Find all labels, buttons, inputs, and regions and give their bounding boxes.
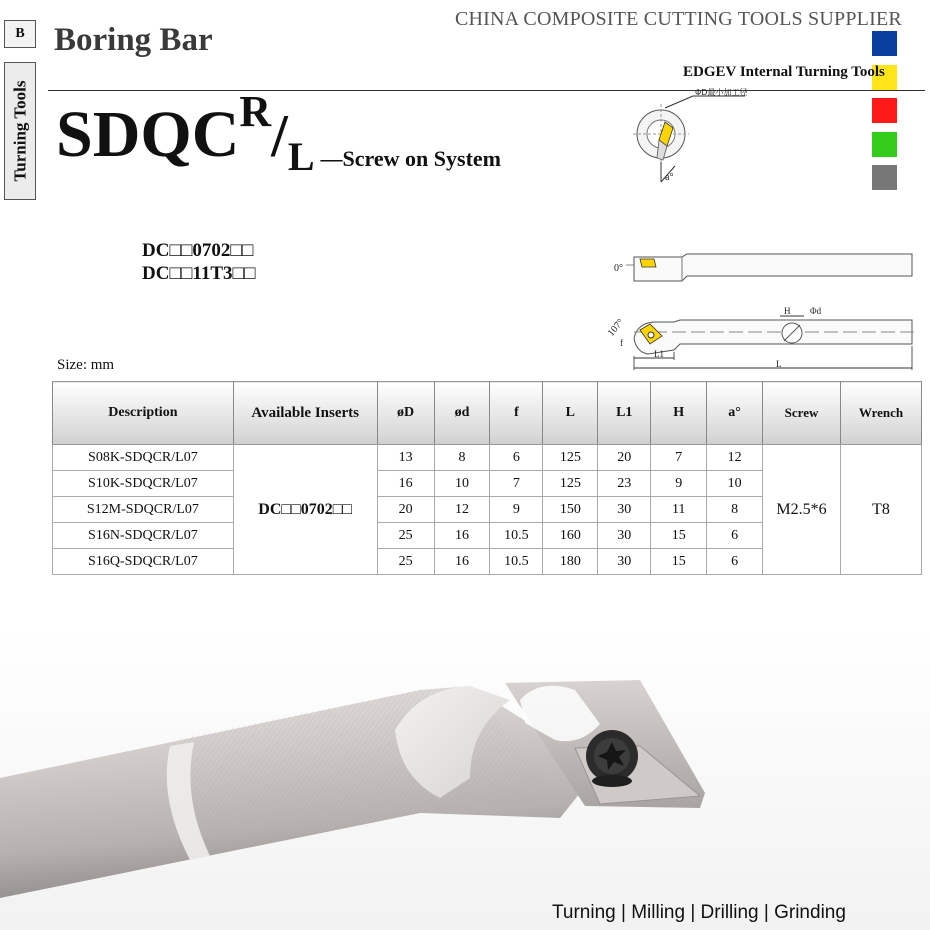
supplier-banner: CHINA COMPOSITE CUTTING TOOLS SUPPLIER [455, 8, 902, 30]
tagline: Turning | Milling | Drilling | Grinding [552, 902, 846, 923]
header-bore-diameter: øD [377, 382, 434, 445]
product-left-hand: L [287, 134, 315, 179]
insert-code-2: DC□□11T3□□ [142, 263, 256, 284]
cell-angle: 8 [707, 497, 763, 523]
header-wrench: Wrench [840, 382, 921, 445]
cell-D: 16 [377, 471, 434, 497]
swatch-gray [872, 165, 897, 190]
cell-f: 10.5 [490, 523, 543, 549]
cell-L: 150 [543, 497, 598, 523]
header-shank-diameter: ød [434, 382, 490, 445]
cell-H: 11 [651, 497, 707, 523]
cell-description: S10K-SDQCR/L07 [53, 471, 234, 497]
subheading: EDGEV Internal Turning Tools [683, 64, 885, 80]
approach-angle-label: 107° [605, 317, 627, 339]
cell-D: 13 [377, 445, 434, 471]
header-length: L [543, 382, 598, 445]
product-code: SDQC [56, 98, 240, 171]
cell-H: 9 [651, 471, 707, 497]
header-available-inserts: Available Inserts [233, 382, 377, 445]
header-l1: L1 [598, 382, 651, 445]
product-photo [0, 628, 930, 930]
cell-L1: 23 [598, 471, 651, 497]
insert-code-1: DC□□0702□□ [142, 240, 254, 261]
side-view-diagram [612, 245, 920, 287]
cell-d: 8 [434, 445, 490, 471]
table-header-row [53, 382, 922, 445]
header-h: H [651, 382, 707, 445]
cell-D: 25 [377, 523, 434, 549]
swatch-red [872, 98, 897, 123]
cell-L: 180 [543, 549, 598, 575]
cell-H: 15 [651, 523, 707, 549]
cell-L: 160 [543, 523, 598, 549]
cell-description: S16Q-SDQCR/L07 [53, 549, 234, 575]
cell-f: 10.5 [490, 549, 543, 575]
header-screw: Screw [763, 382, 841, 445]
cell-H: 15 [651, 549, 707, 575]
section-tab-label: Turning Tools [10, 80, 30, 182]
cell-d: 16 [434, 549, 490, 575]
cell-L: 125 [543, 471, 598, 497]
alpha-label: a° [665, 172, 674, 183]
cell-angle: 6 [707, 549, 763, 575]
cell-angle: 10 [707, 471, 763, 497]
cell-D: 25 [377, 549, 434, 575]
cell-wrench: T8 [840, 445, 921, 575]
page-title: Boring Bar [54, 22, 213, 58]
header-divider [48, 90, 925, 91]
cell-L1: 30 [598, 549, 651, 575]
min-bore-label: ΦD最小加工径 [695, 88, 748, 97]
product-system: —Screw on System [320, 146, 501, 171]
top-view-diagram [604, 300, 920, 372]
d-label: Φd [810, 306, 822, 316]
l1-label: L1 [654, 349, 664, 359]
bore-diagram [625, 88, 760, 188]
cell-f: 7 [490, 471, 543, 497]
cell-d: 16 [434, 523, 490, 549]
cell-screw: M2.5*6 [763, 445, 841, 575]
cell-insert: DC□□0702□□ [233, 445, 377, 575]
table-row [53, 445, 922, 471]
header-angle: a° [707, 382, 763, 445]
product-slash: / [271, 103, 288, 169]
cell-angle: 6 [707, 523, 763, 549]
section-letter-tab: B [4, 20, 36, 48]
cell-f: 6 [490, 445, 543, 471]
zero-angle-label: 0° [614, 263, 623, 274]
cell-L: 125 [543, 445, 598, 471]
cell-L1: 20 [598, 445, 651, 471]
l-label: L [776, 359, 782, 369]
cell-H: 7 [651, 445, 707, 471]
cell-L1: 30 [598, 523, 651, 549]
cell-description: S16N-SDQCR/L07 [53, 523, 234, 549]
cell-D: 20 [377, 497, 434, 523]
section-tab-turning-tools [4, 62, 36, 200]
f-label: f [620, 338, 623, 348]
header-f: f [490, 382, 543, 445]
header-description: Description [53, 382, 234, 445]
swatch-green [872, 132, 897, 157]
cell-d: 10 [434, 471, 490, 497]
spec-table [52, 381, 922, 575]
product-right-hand: R [239, 87, 272, 136]
cell-description: S08K-SDQCR/L07 [53, 445, 234, 471]
cell-f: 9 [490, 497, 543, 523]
cell-L1: 30 [598, 497, 651, 523]
cell-d: 12 [434, 497, 490, 523]
h-label: H [784, 306, 791, 316]
size-unit-label: Size: mm [57, 357, 115, 373]
swatch-blue [872, 31, 897, 56]
cell-description: S12M-SDQCR/L07 [53, 497, 234, 523]
cell-angle: 12 [707, 445, 763, 471]
product-title [56, 87, 501, 179]
